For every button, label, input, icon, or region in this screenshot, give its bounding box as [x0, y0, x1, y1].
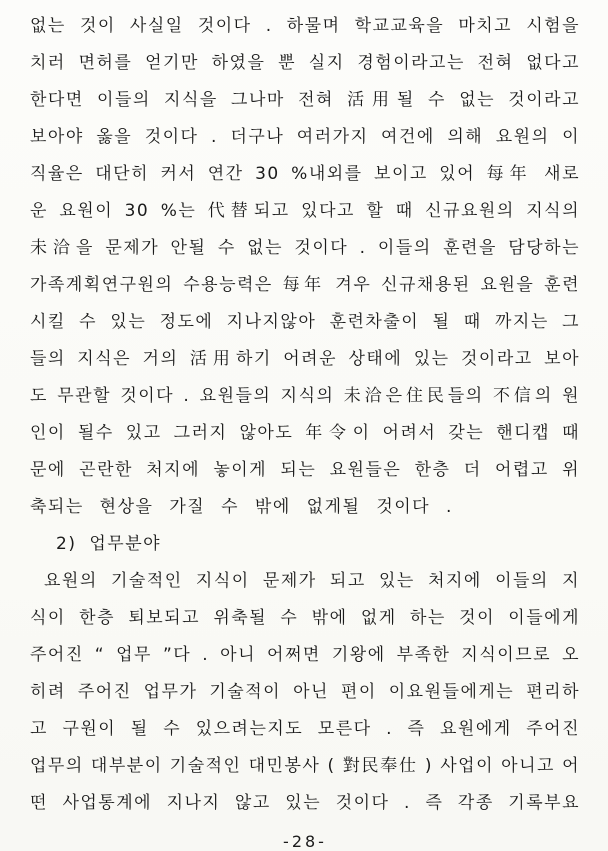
doc-line: 요원의 기술적인 지식이 문제가 되고 있는 처지에 이들의 지	[44, 571, 580, 591]
doc-line: 보아야 옳을 것이다 . 더구나 여러가지 여건에 의해 요원의 이	[30, 127, 580, 147]
doc-line: 도 무관할 것이다 . 요원들의 지식의 未洽은住民들의 不信의 원	[30, 386, 580, 406]
paragraph-1	[30, 8, 580, 526]
doc-line: 없는 것이 사실일 것이다 . 하물며 학교교육을 마치고 시험을	[30, 16, 580, 36]
doc-line: 가족계획연구원의 수용능력은 每年 겨우 신규채용된 요원을 훈련	[30, 275, 580, 295]
doc-line: 떤 사업통계에 지나지 않고 있는 것이다 . 즉 각종 기록부요	[30, 793, 580, 813]
doc-line: 업무의 대부분이 기술적인 대민봉사 ( 對民奉仕 ) 사업이 아니고 어	[30, 756, 580, 776]
doc-line: 식이 한층 퇴보되고 위축될 수 밖에 없게 하는 것이 이들에게	[30, 608, 580, 628]
doc-line: 직율은 대단히 커서 연간 30 %내외를 보이고 있어 每年 새로	[30, 164, 580, 184]
doc-line: 운 요원이 30 %는 代替되고 있다고 할 때 신규요원의 지식의	[30, 201, 580, 221]
paragraph-2	[30, 563, 580, 822]
doc-line: 未洽을 문제가 안될 수 없는 것이다 . 이들의 훈련을 담당하는	[30, 238, 580, 258]
doc-line: 히려 주어진 업무가 기술적이 아닌 편이 이요원들에게는 편리하	[30, 682, 580, 702]
doc-line: 치러 면허를 얻기만 하였을 뿐 실지 경험이라고는 전혀 없다고	[30, 53, 580, 73]
page-number: -28-	[283, 832, 327, 851]
doc-line: 문에 곤란한 처지에 놓이게 되는 요원들은 한층 더 어렵고 위	[30, 460, 580, 480]
doc-line: 들의 지식은 거의 活用하기 어려운 상태에 있는 것이라고 보아	[30, 349, 580, 369]
doc-line: 시킬 수 있는 정도에 지나지않아 훈련차출이 될 때 까지는 그	[30, 312, 580, 332]
doc-line: 주어진 “ 업무 ”다 . 아니 어쩌면 기왕에 부족한 지식이므로 오	[30, 645, 580, 665]
doc-line: 한다면 이들의 지식을 그나마 전혀 活用될 수 없는 것이라고	[30, 90, 580, 110]
doc-line: 인이 될수 있고 그러지 않아도 年令이 어려서 갖는 핸디캡 때	[30, 423, 580, 443]
section-heading: 2) 업무분야	[56, 534, 162, 554]
doc-line: 축되는 현상을 가질 수 밖에 없게될 것이다 .	[30, 497, 453, 517]
doc-line: 고 구원이 될 수 있으려는지도 모른다 . 즉 요원에게 주어진	[30, 719, 580, 739]
